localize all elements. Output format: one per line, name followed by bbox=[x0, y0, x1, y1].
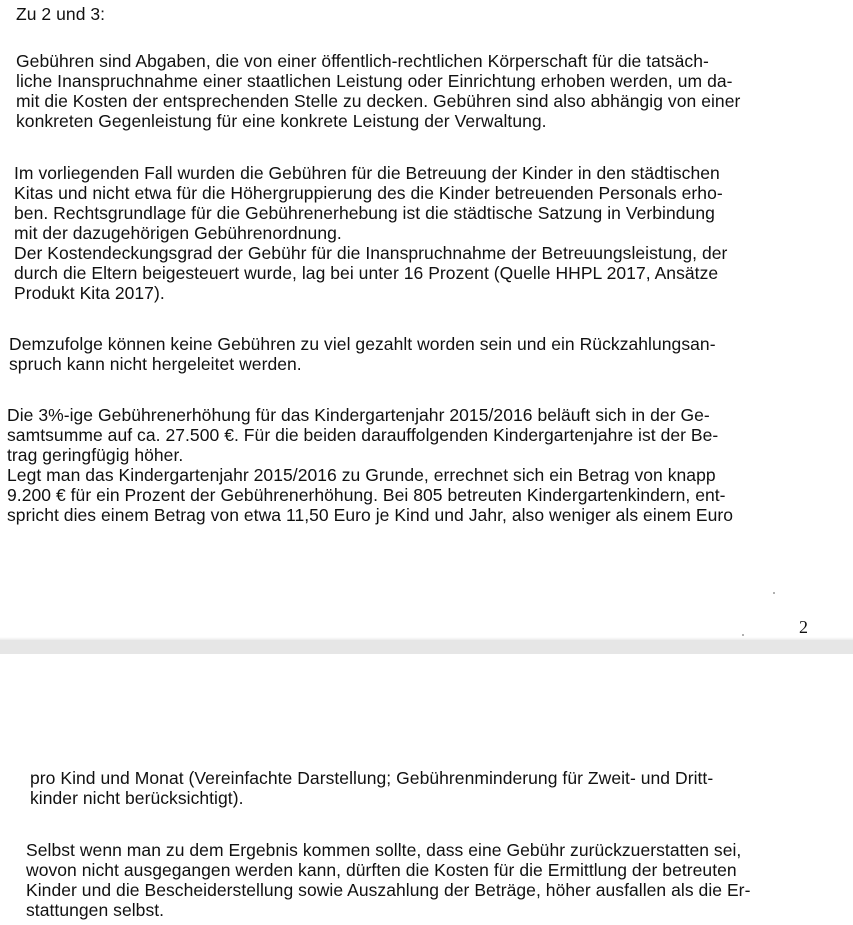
text-line: spricht dies einem Betrag von etwa 11,50 Euro je Kind und Jahr, also weniger als einem Euro bbox=[7, 505, 734, 525]
text-line: Der Kostendeckungsgrad der Gebühr für die Inanspruchnahme der Betreuungsleistung, der bbox=[14, 243, 728, 263]
text-line: mit der dazugehörigen Gebührenordnung. bbox=[14, 223, 342, 243]
text-line: Im vorliegenden Fall wurden die Gebühren für die Betreuung der Kinder in den städtischen bbox=[14, 163, 720, 183]
text-line: stattungen selbst. bbox=[26, 900, 165, 920]
text-line: Produkt Kita 2017). bbox=[14, 283, 165, 303]
text-line: pro Kind und Monat (Vereinfachte Darstellung; Gebührenminderung für Zweit- und Dritt- bbox=[30, 768, 714, 788]
text-line: kinder nicht berücksichtigt). bbox=[30, 788, 244, 808]
page-number: 2 bbox=[799, 617, 808, 637]
text-line: samtsumme auf ca. 27.500 €. Für die beiden darauffolgenden Kindergartenjahre ist der Be- bbox=[7, 425, 719, 445]
text-line: liche Inanspruchnahme einer staatlichen Leistung oder Einrichtung erhoben werden, um da- bbox=[16, 71, 733, 91]
text-line: wovon nicht ausgegangen werden kann, dürften die Kosten für die Ermittlung der betreuten bbox=[26, 860, 737, 880]
text-line: Selbst wenn man zu dem Ergebnis kommen sollte, dass eine Gebühr zurückzuerstatten sei, bbox=[26, 840, 742, 860]
text-line: mit die Kosten der entsprechenden Stelle zu decken. Gebühren sind also abhängig von einer bbox=[16, 91, 741, 111]
text-line: Gebühren sind Abgaben, die von einer öffentlich-rechtlichen Körperschaft für die tatsäch- bbox=[16, 51, 709, 71]
text-line: Demzufolge können keine Gebühren zu viel gezahlt worden sein und ein Rückzahlungsan- bbox=[9, 334, 716, 354]
text-line: Kinder und die Bescheiderstellung sowie Auszahlung der Beträge, höher ausfallen als die Er- bbox=[26, 880, 751, 900]
text-line: trag geringfügig höher. bbox=[7, 445, 184, 465]
scan-speck bbox=[742, 634, 744, 636]
text-line: Kitas und nicht etwa für die Höhergruppierung des die Kinder betreuenden Personals erho- bbox=[14, 183, 723, 203]
text-line: spruch kann nicht hergeleitet werden. bbox=[9, 354, 302, 374]
text-line: Die 3%-ige Gebührenerhöhung für das Kindergartenjahr 2015/2016 beläuft sich in der Ge- bbox=[7, 405, 710, 425]
text-line: durch die Eltern beigesteuert wurde, lag bei unter 16 Prozent (Quelle HHPL 2017, Ansätze bbox=[14, 263, 719, 283]
page-separator bbox=[0, 640, 853, 654]
scan-speck bbox=[773, 592, 775, 594]
text-line: ben. Rechtsgrundlage für die Gebührenerhebung ist die städtische Satzung in Verbindung bbox=[14, 203, 715, 223]
text-line: Legt man das Kindergartenjahr 2015/2016 zu Grunde, errechnet sich ein Betrag von knapp bbox=[7, 465, 716, 485]
section-heading: Zu 2 und 3: bbox=[16, 4, 106, 24]
text-line: 9.200 € für ein Prozent der Gebührenerhöhung. Bei 805 betreuten Kindergartenkindern, ent- bbox=[7, 485, 726, 505]
text-line: konkreten Gegenleistung für eine konkrete Leistung der Verwaltung. bbox=[16, 111, 547, 131]
